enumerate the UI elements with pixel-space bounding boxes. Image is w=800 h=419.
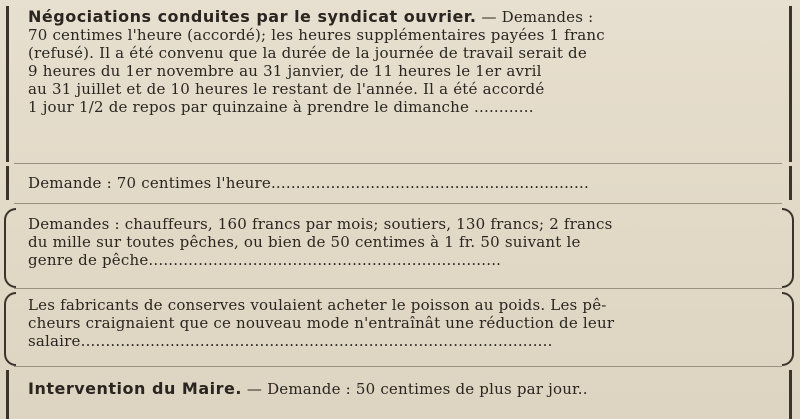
left-rule [6, 6, 9, 162]
right-rule [789, 6, 792, 162]
divider [14, 203, 782, 204]
left-bracket [4, 208, 16, 288]
right-bracket [782, 208, 794, 288]
text-line: Les fabricants de conserves voulaient acheter le poisson au poids. Les pê- [28, 296, 607, 314]
section-heading: Intervention du Maire. [28, 380, 242, 398]
text-line: 1 jour 1/2 de repos par quinzaine à prendre le dimanche ............ [28, 98, 534, 116]
text-line: Demande : 70 centimes l'heure................................................................ [28, 174, 589, 192]
right-rule [789, 370, 792, 419]
section-demande-heure [28, 174, 776, 192]
section-chauffeurs [28, 215, 776, 269]
left-rule [6, 370, 9, 419]
section-intervention-line: Intervention du Maire. — Demande : 50 centimes de plus par jour.. [28, 380, 588, 398]
divider [14, 366, 782, 367]
text-line: cheurs craignaient que ce nouveau mode n'entraînât une réduction de leur [28, 314, 615, 332]
text-line: (refusé). Il a été convenu que la durée de la journée de travail serait de [28, 44, 587, 62]
right-rule [789, 166, 792, 200]
text-line: du mille sur toutes pêches, ou bien de 50 centimes à 1 fr. 50 suivant le [28, 233, 581, 251]
section-fabricants [28, 296, 776, 350]
text-line: au 31 juillet et de 10 heures le restant de l'année. Il a été accordé [28, 80, 545, 98]
left-bracket [4, 292, 16, 366]
section-negociations-line-1: Négociations conduites par le syndicat ouvrier. — Demandes : [28, 8, 594, 26]
section-heading: Négociations conduites par le syndicat ouvrier. [28, 8, 477, 26]
section-negociations [28, 8, 776, 116]
text-line: 9 heures du 1er novembre au 31 janvier, de 11 heures le 1er avril [28, 62, 542, 80]
divider [14, 163, 782, 164]
text-line: genre de pêche....................................................................... [28, 251, 502, 269]
divider [14, 288, 782, 289]
text-line: Demandes : chauffeurs, 160 francs par mois; soutiers, 130 francs; 2 francs [28, 215, 613, 233]
right-bracket [782, 292, 794, 366]
text-line: salaire............................................................................................... [28, 332, 553, 350]
left-rule [6, 166, 9, 200]
text-line: 70 centimes l'heure (accordé); les heures supplémentaires payées 1 franc [28, 26, 605, 44]
section-intervention [28, 380, 776, 398]
